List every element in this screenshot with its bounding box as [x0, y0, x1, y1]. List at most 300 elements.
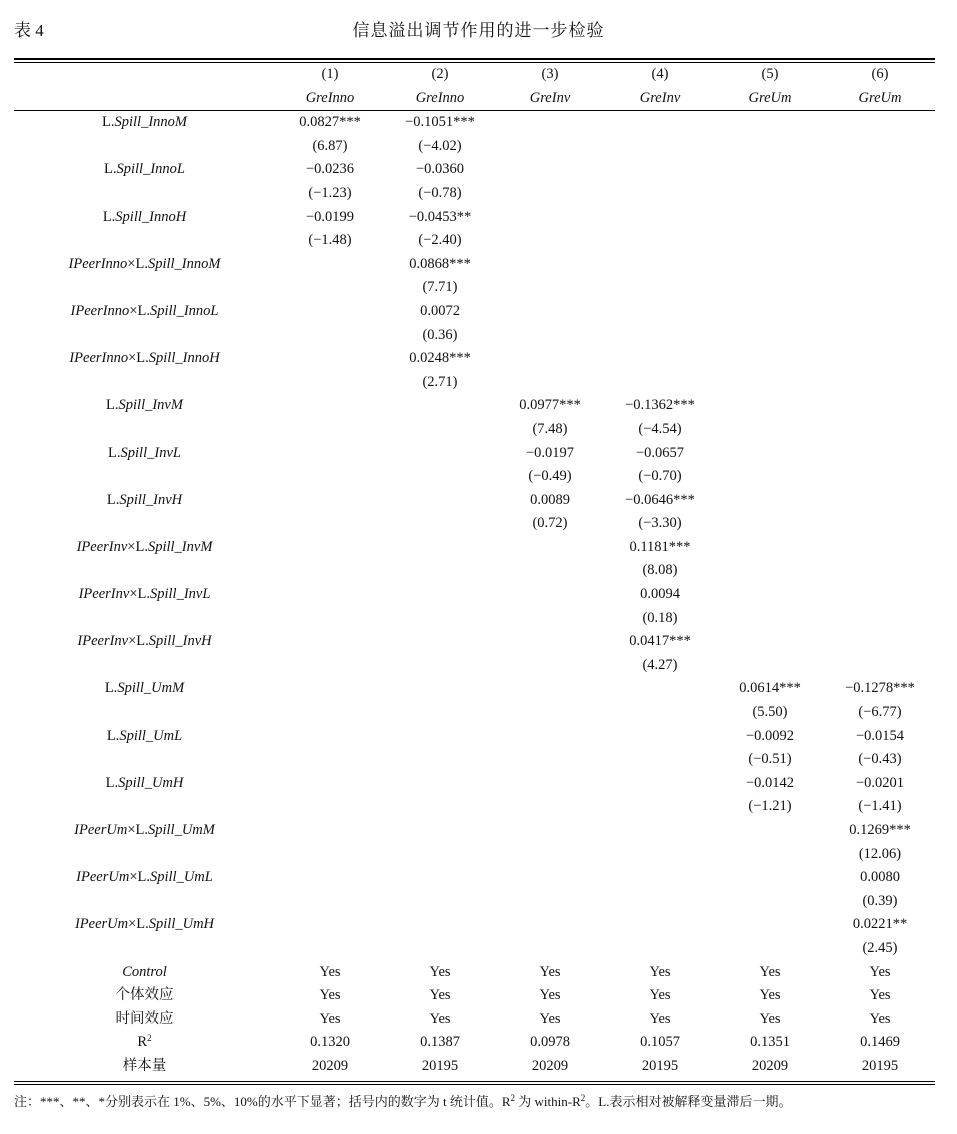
- coefficient-row: [14, 206, 935, 230]
- variable-label-interaction: IPeerInno: [69, 350, 129, 367]
- variable-label-name: Spill_UmM: [147, 822, 215, 838]
- coefficient-cell: [605, 347, 715, 371]
- t-statistic-cell: [825, 182, 935, 206]
- bottom-rule: [14, 1084, 935, 1086]
- t-statistic-cell: (−1.48): [308, 232, 352, 249]
- t-statistic-cell: (−4.02): [418, 137, 462, 154]
- coefficient-cell: 0.1181***: [629, 538, 691, 555]
- variable-label-interaction: IPeerUm: [76, 869, 130, 886]
- coefficient-row: [14, 300, 935, 324]
- coefficient-cell: [275, 394, 385, 418]
- dependent-variable: GreUm: [715, 87, 825, 111]
- t-statistic-cell: (−0.70): [638, 468, 682, 485]
- t-statistic-cell: [495, 276, 605, 300]
- coefficient-cell: [715, 489, 825, 513]
- variable-label: [14, 206, 275, 230]
- coefficient-cell: [385, 866, 495, 890]
- coefficient-row: [14, 394, 935, 418]
- coefficient-cell: 0.0221**: [852, 916, 908, 933]
- coefficient-cell: [605, 111, 715, 135]
- t-statistic-cell: [495, 654, 605, 678]
- coefficient-cell: [825, 300, 935, 324]
- summary-value: 0.1320: [310, 1034, 350, 1051]
- variable-label-name: Spill_InnoM: [147, 255, 221, 272]
- coefficient-cell: [495, 819, 605, 843]
- t-statistic-cell: (−0.43): [858, 751, 902, 768]
- coefficient-cell: [495, 300, 605, 324]
- t-statistic-cell: (7.48): [532, 420, 568, 437]
- summary-label: [14, 961, 275, 985]
- coefficient-cell: [825, 630, 935, 654]
- coefficient-row: [14, 253, 935, 277]
- coefficient-cell: 0.0072: [420, 302, 460, 319]
- summary-label: [14, 1031, 275, 1055]
- t-statistic-row: [14, 135, 935, 159]
- coefficient-cell: −0.0657: [635, 444, 685, 461]
- variable-label-interaction: IPeerInv: [76, 538, 128, 555]
- variable-label-name: Spill_InnoH: [115, 208, 187, 225]
- summary-value: 20195: [641, 1057, 679, 1074]
- t-statistic-cell: [605, 182, 715, 206]
- dependent-variable: GreInv: [605, 87, 715, 111]
- variable-label: [14, 347, 275, 371]
- coefficient-cell: [385, 913, 495, 937]
- coefficient-cell: 0.0248***: [409, 350, 471, 367]
- t-statistic-cell: (−3.30): [638, 515, 682, 532]
- summary-value: Yes: [649, 963, 671, 980]
- dependent-variable: GreInno: [385, 87, 495, 111]
- t-statistic-cell: [825, 418, 935, 442]
- t-statistic-cell: [605, 324, 715, 348]
- note-text: 。L.表示相对被解释变量滞后一期。: [585, 1094, 792, 1109]
- summary-value: Yes: [429, 987, 451, 1004]
- t-statistic-cell: (7.71): [422, 279, 458, 296]
- t-statistic-cell: [715, 654, 825, 678]
- variable-label-name: Spill_InvH: [119, 491, 183, 508]
- t-statistic-cell: [825, 559, 935, 583]
- coefficient-row: [14, 913, 935, 937]
- coefficient-cell: [495, 206, 605, 230]
- coefficient-cell: −0.0092: [745, 727, 795, 744]
- t-statistic-cell: [605, 937, 715, 961]
- table-note: [14, 1093, 791, 1111]
- coefficient-cell: [825, 347, 935, 371]
- t-statistic-cell: (0.39): [862, 892, 898, 909]
- variable-label-interaction: IPeerUm: [74, 916, 129, 933]
- variable-label-interaction: IPeerInno: [68, 255, 128, 272]
- variable-label-name: Spill_InvM: [118, 397, 183, 414]
- summary-value: Yes: [649, 987, 671, 1004]
- top-rule: [14, 58, 935, 60]
- t-statistic-cell: [275, 512, 385, 536]
- variable-label-prefix: L.: [106, 727, 120, 744]
- coefficient-cell: [825, 206, 935, 230]
- coefficient-cell: [275, 819, 385, 843]
- t-statistic-cell: [605, 890, 715, 914]
- t-statistic-cell: [605, 276, 715, 300]
- t-statistic-cell: [605, 795, 715, 819]
- t-statistic-cell: [495, 890, 605, 914]
- variable-label-prefix: L.: [108, 444, 121, 461]
- variable-label-prefix: L.: [106, 397, 119, 414]
- summary-value: 0.1057: [640, 1034, 680, 1051]
- t-statistic-cell: [275, 371, 385, 395]
- coefficient-cell: [495, 536, 605, 560]
- t-statistic-cell: [825, 229, 935, 253]
- variable-label-interaction: IPeerInv: [78, 586, 130, 603]
- variable-label-name: Spill_InnoH: [148, 350, 220, 367]
- coefficient-cell: [275, 442, 385, 466]
- coefficient-cell: [715, 630, 825, 654]
- variable-label: [14, 866, 275, 890]
- t-statistic-row: [14, 607, 935, 631]
- coefficient-row: [14, 725, 935, 749]
- t-statistic-cell: [715, 371, 825, 395]
- summary-value: Yes: [429, 963, 451, 980]
- t-statistic-row: [14, 465, 935, 489]
- variable-label-prefix: ×L.: [129, 586, 150, 603]
- coefficient-row: [14, 866, 935, 890]
- blank-label-cell: [14, 465, 275, 489]
- coefficient-cell: [275, 583, 385, 607]
- summary-row: [14, 1008, 935, 1032]
- coefficient-cell: [715, 111, 825, 135]
- t-statistic-cell: [715, 937, 825, 961]
- coefficient-cell: [385, 394, 495, 418]
- variable-label-name: Spill_InvL: [149, 586, 211, 603]
- coefficient-row: [14, 772, 935, 796]
- t-statistic-cell: [715, 135, 825, 159]
- t-statistic-cell: [385, 701, 495, 725]
- blank-label-cell: [14, 512, 275, 536]
- blank-label-cell: [14, 843, 275, 867]
- coefficient-cell: [275, 536, 385, 560]
- t-statistic-row: [14, 182, 935, 206]
- coefficient-cell: [605, 913, 715, 937]
- coefficient-cell: [715, 913, 825, 937]
- variable-label-prefix: ×L.: [128, 633, 149, 650]
- t-statistic-cell: [605, 701, 715, 725]
- blank-label-cell: [14, 748, 275, 772]
- t-statistic-cell: [495, 843, 605, 867]
- t-statistic-cell: [275, 795, 385, 819]
- t-statistic-cell: (−1.23): [308, 184, 352, 201]
- t-statistic-cell: (2.45): [862, 939, 898, 956]
- summary-label-text: 时间效应: [115, 1010, 174, 1027]
- coefficient-cell: [715, 347, 825, 371]
- t-statistic-cell: (0.36): [422, 326, 458, 343]
- coefficient-cell: [275, 300, 385, 324]
- variable-label: [14, 819, 275, 843]
- coefficient-cell: [495, 347, 605, 371]
- summary-value: 0.1387: [420, 1034, 460, 1051]
- dependent-variable: GreInv: [495, 87, 605, 111]
- coefficient-cell: [275, 347, 385, 371]
- coefficient-cell: [275, 253, 385, 277]
- dependent-variable: GreUm: [825, 87, 935, 111]
- coefficient-cell: [495, 866, 605, 890]
- summary-row: [14, 961, 935, 985]
- t-statistic-cell: [385, 607, 495, 631]
- coefficient-row: [14, 347, 935, 371]
- t-statistic-cell: (0.18): [642, 609, 678, 626]
- summary-value: Yes: [319, 963, 341, 980]
- variable-label: [14, 300, 275, 324]
- column-number: (5): [761, 66, 779, 82]
- coefficient-cell: [825, 442, 935, 466]
- note-superscript: 2: [580, 1093, 586, 1103]
- t-statistic-cell: [495, 795, 605, 819]
- t-statistic-cell: [385, 512, 495, 536]
- coefficient-cell: [495, 253, 605, 277]
- coefficient-cell: [825, 489, 935, 513]
- variable-label-interaction: IPeerUm: [74, 822, 128, 838]
- t-statistic-cell: [825, 324, 935, 348]
- summary-value: Yes: [539, 987, 561, 1004]
- blank-label-cell: [14, 229, 275, 253]
- summary-value: Yes: [759, 987, 781, 1004]
- t-statistic-cell: [385, 843, 495, 867]
- t-statistic-cell: [275, 465, 385, 489]
- coefficient-cell: [275, 489, 385, 513]
- t-statistic-cell: (12.06): [858, 845, 902, 862]
- t-statistic-cell: [715, 607, 825, 631]
- coefficient-row: [14, 158, 935, 182]
- blank-label-cell: [14, 795, 275, 819]
- coefficient-cell: [495, 583, 605, 607]
- variable-label-prefix: ×L.: [129, 869, 150, 886]
- summary-value: 20209: [531, 1057, 569, 1074]
- t-statistic-cell: [275, 937, 385, 961]
- blank-label-cell: [14, 276, 275, 300]
- variable-label-prefix: L.: [104, 161, 117, 178]
- coefficient-cell: [495, 111, 605, 135]
- variable-label: [14, 442, 275, 466]
- t-statistic-cell: [495, 937, 605, 961]
- t-statistic-cell: (−2.40): [418, 232, 462, 249]
- variable-label-prefix: L.: [102, 208, 116, 225]
- t-statistic-row: [14, 843, 935, 867]
- t-statistic-cell: [495, 748, 605, 772]
- t-statistic-cell: [715, 512, 825, 536]
- t-statistic-cell: [275, 324, 385, 348]
- summary-value: 20195: [421, 1057, 459, 1074]
- coefficient-cell: [275, 725, 385, 749]
- coefficient-cell: [715, 819, 825, 843]
- t-statistic-cell: (−0.49): [528, 468, 572, 485]
- variable-label: [14, 536, 275, 560]
- variable-label-name: Spill_UmH: [118, 774, 184, 791]
- coefficient-cell: [715, 300, 825, 324]
- t-statistic-cell: [825, 654, 935, 678]
- variable-label: [14, 253, 275, 277]
- summary-value: Yes: [429, 1010, 451, 1027]
- variable-label-prefix: L.: [104, 680, 118, 697]
- t-statistic-cell: [275, 276, 385, 300]
- summary-row: [14, 1031, 935, 1055]
- t-statistic-cell: [275, 748, 385, 772]
- coefficient-cell: [825, 583, 935, 607]
- variable-label: [14, 772, 275, 796]
- t-statistic-cell: [275, 418, 385, 442]
- coefficient-row: [14, 819, 935, 843]
- coefficient-cell: [385, 677, 495, 701]
- t-statistic-cell: (−1.41): [858, 798, 902, 815]
- table-body: [14, 111, 935, 961]
- t-statistic-cell: [495, 182, 605, 206]
- variable-label-prefix: ×L.: [129, 302, 150, 319]
- summary-label-text: 个体效应: [115, 987, 174, 1004]
- t-statistic-cell: [715, 465, 825, 489]
- summary-value: Yes: [539, 963, 561, 980]
- summary-row: [14, 1055, 935, 1079]
- summary-value: Yes: [869, 987, 891, 1004]
- coefficient-cell: [605, 206, 715, 230]
- variable-label-name: Spill_UmH: [148, 916, 215, 933]
- t-statistic-cell: [385, 748, 495, 772]
- coefficient-cell: [605, 725, 715, 749]
- t-statistic-cell: [275, 607, 385, 631]
- summary-value: Yes: [759, 1010, 781, 1027]
- t-statistic-cell: [825, 512, 935, 536]
- t-statistic-cell: [275, 701, 385, 725]
- summary-value: 0.1351: [750, 1034, 790, 1051]
- t-statistic-cell: [385, 418, 495, 442]
- coefficient-cell: 0.0080: [860, 869, 900, 886]
- t-statistic-cell: (8.08): [642, 562, 678, 579]
- t-statistic-cell: [605, 229, 715, 253]
- t-statistic-cell: [385, 559, 495, 583]
- coefficient-cell: 0.1269***: [849, 822, 911, 838]
- variable-label: [14, 583, 275, 607]
- t-statistic-cell: [825, 135, 935, 159]
- coefficient-cell: 0.0868***: [409, 255, 471, 272]
- coefficient-row: [14, 536, 935, 560]
- coefficient-row: [14, 489, 935, 513]
- t-statistic-cell: (6.87): [312, 137, 348, 154]
- summary-label-superscript: 2: [147, 1033, 152, 1044]
- coefficient-cell: [385, 772, 495, 796]
- variable-label-prefix: ×L.: [127, 822, 148, 838]
- coefficient-cell: −0.0360: [415, 161, 465, 178]
- t-statistic-cell: [605, 135, 715, 159]
- header-blank-cell: [14, 87, 275, 111]
- blank-label-cell: [14, 937, 275, 961]
- t-statistic-row: [14, 229, 935, 253]
- t-statistic-cell: [495, 701, 605, 725]
- blank-label-cell: [14, 182, 275, 206]
- coefficient-cell: [715, 583, 825, 607]
- t-statistic-cell: [495, 371, 605, 395]
- blank-label-cell: [14, 135, 275, 159]
- header-blank-cell: [14, 63, 275, 87]
- summary-label: [14, 984, 275, 1008]
- bottom-rule-thin: [14, 1081, 935, 1082]
- summary-value: 20209: [311, 1057, 349, 1074]
- coefficient-row: [14, 583, 935, 607]
- coefficient-cell: [605, 819, 715, 843]
- variable-label-prefix: ×L.: [128, 916, 149, 933]
- variable-label: [14, 111, 275, 135]
- coefficient-cell: −0.0197: [525, 444, 575, 461]
- t-statistic-row: [14, 371, 935, 395]
- coefficient-cell: −0.0646***: [625, 491, 695, 508]
- variable-label-name: Spill_InnoL: [116, 161, 185, 178]
- coefficient-cell: [715, 394, 825, 418]
- variable-label-name: Spill_InvH: [148, 633, 212, 650]
- coefficient-cell: [825, 111, 935, 135]
- t-statistic-cell: [495, 324, 605, 348]
- t-statistic-cell: [605, 748, 715, 772]
- t-statistic-cell: [605, 371, 715, 395]
- t-statistic-cell: (−6.77): [858, 704, 902, 721]
- coefficient-cell: [715, 866, 825, 890]
- coefficient-cell: −0.0236: [305, 161, 355, 178]
- blank-label-cell: [14, 559, 275, 583]
- coefficient-cell: [495, 158, 605, 182]
- coefficient-row: [14, 442, 935, 466]
- coefficient-cell: [385, 819, 495, 843]
- summary-value: 0.1469: [860, 1034, 900, 1051]
- variable-label-interaction: IPeerInno: [70, 302, 130, 319]
- coefficient-row: [14, 111, 935, 135]
- dependent-variable-row: [14, 87, 935, 111]
- t-statistic-cell: [715, 324, 825, 348]
- coefficient-row: [14, 677, 935, 701]
- table-label: 表 4: [14, 21, 44, 40]
- t-statistic-cell: [275, 559, 385, 583]
- t-statistic-cell: (2.71): [422, 373, 458, 390]
- t-statistic-cell: [385, 937, 495, 961]
- note-text: 注：***、**、*分别表示在 1%、5%、10%的水平下显著；括号内的数字为 t 统计值。R: [14, 1094, 511, 1109]
- blank-label-cell: [14, 371, 275, 395]
- coefficient-cell: [385, 583, 495, 607]
- t-statistic-cell: (4.27): [642, 656, 678, 673]
- t-statistic-row: [14, 276, 935, 300]
- variable-label-prefix: ×L.: [127, 538, 148, 555]
- blank-label-cell: [14, 324, 275, 348]
- coefficient-cell: [715, 206, 825, 230]
- t-statistic-cell: [825, 371, 935, 395]
- blank-label-cell: [14, 654, 275, 678]
- coefficient-cell: [605, 300, 715, 324]
- t-statistic-row: [14, 890, 935, 914]
- blank-label-cell: [14, 418, 275, 442]
- t-statistic-cell: (−4.54): [638, 420, 682, 437]
- variable-label: [14, 394, 275, 418]
- coefficient-cell: [715, 442, 825, 466]
- column-number: (1): [321, 66, 339, 82]
- variable-label-name: Spill_UmM: [117, 680, 185, 697]
- table-title: 信息溢出调节作用的进一步检验: [352, 21, 605, 40]
- coefficient-cell: −0.0453**: [408, 208, 472, 225]
- variable-label-name: Spill_InvL: [120, 444, 181, 461]
- variable-label: [14, 158, 275, 182]
- coefficient-cell: −0.0199: [305, 208, 355, 225]
- coefficient-cell: [715, 536, 825, 560]
- t-statistic-row: [14, 748, 935, 772]
- t-statistic-cell: (−1.21): [748, 798, 792, 815]
- t-statistic-cell: [715, 229, 825, 253]
- t-statistic-cell: (5.50): [752, 704, 788, 721]
- t-statistic-cell: [825, 607, 935, 631]
- coefficient-cell: 0.0977***: [519, 397, 581, 414]
- t-statistic-cell: [385, 795, 495, 819]
- coefficient-cell: [385, 489, 495, 513]
- coefficient-cell: −0.0142: [745, 774, 795, 791]
- coefficient-cell: [385, 536, 495, 560]
- coefficient-cell: [385, 725, 495, 749]
